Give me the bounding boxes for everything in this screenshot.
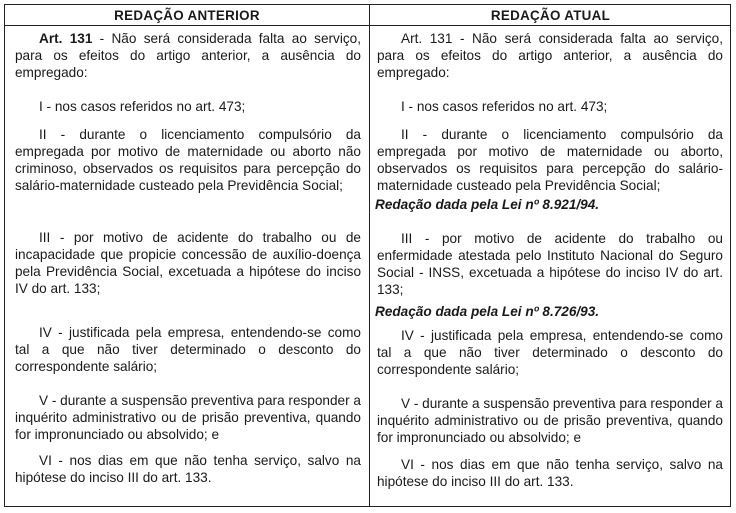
current-inciso-5: V - durante a suspensão preventiva para responder a inquérito administrativo ou de prisão preventiva, quando for impronunciado ou absolvido; e xyxy=(377,396,723,445)
previous-column xyxy=(15,30,361,81)
current-article-caput: Art. 131 - Não será considerada falta ao serviço, para os efeitos do artigo anterior, a ausência do empregado: xyxy=(377,31,723,80)
current-amendment-note-1: Redação dada pela Lei nº 8.921/94. xyxy=(375,197,600,212)
current-inciso-1: I - nos casos referidos no art. 473; xyxy=(401,99,608,114)
current-inciso-3: III - por motivo de acidente do trabalho ou enfermidade atestada pelo Instituto Nacional do Seguro Social - INSS, excetuada a hipótese do inciso IV do art. 133; xyxy=(377,231,723,297)
current-inciso-6: VI - nos dias em que não tenha serviço, salvo na hipótese do inciso III do art. 133. xyxy=(377,457,723,489)
header-current: REDAÇÃO ATUAL xyxy=(490,8,611,23)
previous-inciso-2: II - durante o licenciamento compulsório da empregada por motivo de maternidade ou aborto não criminoso, observados os requisitos para percepção do salário-maternidade custeado pela Previdência Social; xyxy=(15,127,361,193)
previous-inciso-5: V - durante a suspensão preventiva para responder a inquérito administrativo ou de prisão preventiva, quando for impronunciado ou absolvido; e xyxy=(15,393,361,442)
header-previous: REDAÇÃO ANTERIOR xyxy=(114,8,260,23)
previous-article-caput xyxy=(15,30,361,81)
previous-article-text: - Não será considerada falta ao serviço, para os efeitos do artigo anterior, a ausência do empregado: xyxy=(15,31,362,80)
previous-inciso-3: III - por motivo de acidente do trabalho ou de incapacidade que propicie concessão de auxílio-doença pela Previdência Social, excetuada a hipótese do inciso IV do art. 133; xyxy=(15,230,361,296)
previous-inciso-4: IV - justificada pela empresa, entendendo-se como tal a que não tiver determinado o desconto do correspondente salário; xyxy=(15,325,361,374)
column-divider xyxy=(369,5,370,506)
current-inciso-4: IV - justificada pela empresa, entendendo-se como tal a que não tiver determinado o desconto do correspondente salário; xyxy=(377,328,723,377)
previous-article-label: Art. 131 xyxy=(39,31,93,46)
comparison-table xyxy=(4,4,731,507)
previous-inciso-1: I - nos casos referidos no art. 473; xyxy=(39,99,246,114)
current-amendment-note-2: Redação dada pela Lei nº 8.726/93. xyxy=(375,304,600,319)
previous-inciso-6: VI - nos dias em que não tenha serviço, salvo na hipótese do inciso III do art. 133. xyxy=(15,453,361,485)
current-inciso-2: II - durante o licenciamento compulsório da empregada por motivo de maternidade ou aborto, observados os requisitos para percepção do salário-maternidade custeado pela Previdência Social; xyxy=(377,127,723,193)
header-divider xyxy=(5,25,730,26)
